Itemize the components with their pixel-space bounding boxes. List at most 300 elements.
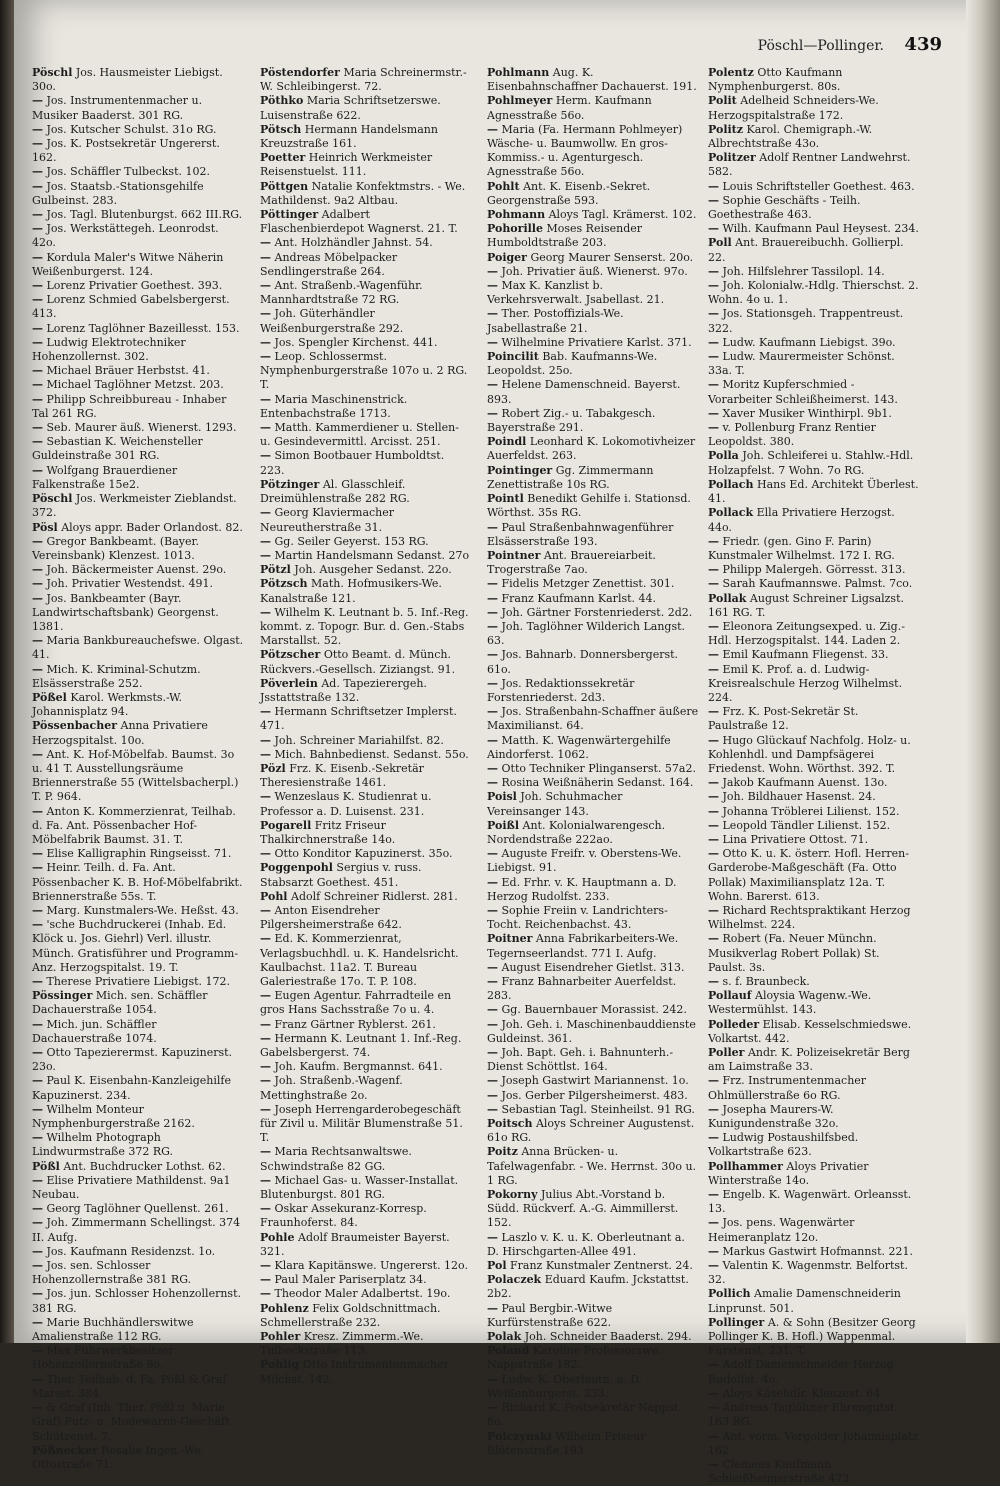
directory-entry bbox=[487, 1117, 699, 1145]
directory-entry bbox=[260, 94, 472, 122]
directory-entry bbox=[487, 1089, 699, 1103]
directory-entry bbox=[260, 748, 472, 762]
entry-surname: — bbox=[487, 1401, 498, 1415]
entry-details: Eugen Agentur. Fahrradteile en gros Hans Sachsstraße 7o u. 4. bbox=[260, 989, 452, 1017]
directory-entry bbox=[260, 307, 472, 335]
entry-details: Jos. pens. Wagenwärter Heimeranplatz 12o. bbox=[708, 1216, 855, 1244]
directory-entry bbox=[32, 464, 244, 492]
entry-details: Ant. vorm. Vergolder Johannisplatz 162. bbox=[708, 1429, 918, 1457]
entry-surname: — bbox=[32, 903, 43, 917]
directory-entry bbox=[260, 577, 472, 605]
directory-entry bbox=[260, 1302, 472, 1330]
directory-entry bbox=[708, 265, 920, 279]
directory-entry bbox=[260, 705, 472, 733]
column-1 bbox=[32, 66, 244, 1472]
directory-entry bbox=[708, 1160, 920, 1188]
directory-entry bbox=[487, 1231, 699, 1259]
entry-details: Maria (Fa. Hermann Pohlmeyer) Wäsche- u. Baumwollw. En gros-Kommiss.- u. Agenturgesch. Agnesstraße 56o. bbox=[487, 122, 683, 179]
entry-surname: Pötzl bbox=[260, 563, 291, 577]
entry-details: Joh. Ausgeher Sedanst. 22o. bbox=[294, 563, 452, 577]
entry-details: Anna Privatiere Herzogspitalst. 10o. bbox=[32, 719, 208, 747]
entry-surname: — bbox=[260, 548, 271, 562]
entry-surname: — bbox=[708, 648, 719, 662]
entry-details: Fritz Friseur Thalkirchnerstraße 14o. bbox=[260, 818, 396, 846]
directory-entry bbox=[708, 1074, 920, 1102]
entry-surname: — bbox=[260, 705, 271, 719]
directory-entry bbox=[32, 975, 244, 989]
entry-details: Jos. Werkmeister Zieblandst. 372. bbox=[32, 492, 237, 520]
entry-details: Jos. Staatsb.-Stationsgehilfe Gulbeinst. 283. bbox=[32, 179, 204, 207]
entry-details: Georg Maurer Senserst. 20o. bbox=[530, 250, 694, 264]
entry-details: Jos. Stationsgeh. Trappentreust. 322. bbox=[708, 307, 904, 335]
entry-surname: — bbox=[32, 634, 43, 648]
directory-entry bbox=[32, 66, 244, 94]
entry-surname: — bbox=[708, 804, 719, 818]
entry-details: Aloysia Wagenw.-We. Westermühlst. 143. bbox=[708, 989, 872, 1017]
directory-entry bbox=[32, 1131, 244, 1159]
entry-details: August Schreiner Ligsalzst. 161 RG. T. bbox=[708, 591, 904, 619]
entry-surname: — bbox=[708, 1102, 719, 1116]
entry-details: Ant. K. Eisenb.-Sekret. Georgenstraße 593. bbox=[487, 179, 651, 207]
entry-details: Mich. jun. Schäffler Dachauerstraße 1074. bbox=[32, 1017, 157, 1045]
entry-details: Joh. Schneider Baaderst. 294. bbox=[524, 1330, 692, 1344]
entry-details: Anton Eisendreher Pilgersheimerstraße 642. bbox=[260, 903, 402, 932]
directory-entry bbox=[260, 180, 472, 208]
directory-entry bbox=[32, 393, 244, 421]
directory-entry bbox=[260, 549, 472, 563]
directory-entry bbox=[487, 1074, 699, 1088]
entry-details: Ant. Holzhändler Jahnst. 54. bbox=[274, 236, 433, 250]
entry-details: s. f. Braunbeck. bbox=[722, 975, 810, 988]
entry-surname: Pollich bbox=[708, 1287, 751, 1301]
entry-details: Sarah Kaufmannswe. Palmst. 7co. bbox=[722, 577, 913, 591]
entry-details: Joh. Zimmermann Schellingst. 374 II. Aufg. bbox=[32, 1216, 241, 1244]
directory-entry bbox=[32, 1316, 244, 1344]
entry-details: Emil K. Prof. a. d. Ludwig-Kreisrealschule Herzog Wilhelmst. 224. bbox=[708, 662, 903, 704]
entry-surname: — bbox=[260, 350, 271, 364]
entry-surname: — bbox=[487, 406, 498, 420]
entry-surname: — bbox=[708, 1131, 719, 1145]
directory-entry bbox=[487, 1330, 699, 1344]
entry-surname: Pohlmann bbox=[487, 66, 550, 79]
column-2 bbox=[260, 66, 472, 1387]
directory-entry bbox=[32, 1401, 244, 1444]
directory-entry bbox=[708, 1216, 920, 1244]
entry-surname: Pollack bbox=[708, 506, 754, 520]
entry-surname: — bbox=[32, 222, 43, 236]
entry-details: Jos. Straßenbahn-Schaffner äußere Maximilianst. 64. bbox=[487, 705, 699, 733]
entry-details: Elise Kalligraphin Ringseisst. 71. bbox=[46, 847, 232, 861]
directory-entry bbox=[32, 1018, 244, 1046]
entry-details: Philipp Schreibbureau - Inhaber Tal 261 RG. bbox=[32, 392, 227, 420]
entry-details: Eduard Kaufm. Jckstattst. 2b2. bbox=[487, 1273, 689, 1301]
entry-details: Frz. Instrumentenmacher Ohlmüllerstraße 6o RG. bbox=[708, 1074, 867, 1102]
entry-surname: — bbox=[32, 975, 43, 988]
entry-details: Joh. Taglöhner Wilderich Langst. 63. bbox=[487, 619, 686, 648]
directory-entry bbox=[32, 222, 244, 250]
entry-surname: Poll bbox=[708, 236, 732, 250]
directory-entry bbox=[32, 918, 244, 975]
entry-surname: — bbox=[708, 1358, 719, 1372]
entry-details: Gg. Bauernbauer Morassist. 242. bbox=[501, 1003, 687, 1017]
entry-surname: — bbox=[708, 406, 719, 420]
entry-surname: Pösl bbox=[32, 520, 58, 534]
directory-entry bbox=[487, 307, 699, 335]
entry-surname: Pössinger bbox=[32, 989, 93, 1003]
entry-surname: Pöschl bbox=[32, 492, 73, 506]
entry-details: Franz Gärtner Ryblerst. 261. bbox=[274, 1017, 436, 1031]
entry-details: Joh. Privatier Westendst. 491. bbox=[46, 577, 213, 591]
directory-entry bbox=[260, 236, 472, 250]
entry-surname: — bbox=[708, 1188, 719, 1202]
entry-surname: Pohlenz bbox=[260, 1301, 309, 1315]
directory-entry bbox=[487, 279, 699, 307]
entry-surname: — bbox=[708, 1244, 719, 1258]
entry-surname: — bbox=[32, 364, 43, 378]
entry-surname: — bbox=[32, 1287, 43, 1301]
directory-entry bbox=[708, 975, 920, 989]
column-4 bbox=[708, 66, 920, 1486]
directory-entry bbox=[708, 350, 920, 378]
entry-details: Lorenz Taglöhner Bazeillesst. 153. bbox=[46, 321, 240, 335]
directory-entry bbox=[487, 66, 699, 94]
entry-surname: Pohlmeyer bbox=[487, 94, 553, 108]
entry-details: Ant. Straßenb.-Wagenführ. Mannhardtstraße 72 RG. bbox=[260, 279, 423, 307]
directory-entry bbox=[32, 1160, 244, 1174]
directory-entry bbox=[708, 1131, 920, 1159]
directory-entry bbox=[487, 94, 699, 122]
running-head: Pöschl—Pollinger. bbox=[757, 38, 884, 54]
directory-entry bbox=[487, 762, 699, 776]
entry-surname: Pöttgen bbox=[260, 179, 309, 193]
directory-entry bbox=[487, 492, 699, 520]
entry-details: Ed. K. Kommerzienrat, Verlagsbuchhdl. u. K. Handelsricht. Kaulbachst. 11a2. T. Bureau Galeriestraße 17o. T. P. 108. bbox=[260, 932, 459, 988]
entry-details: Jos. Hausmeister Liebigst. 30o. bbox=[32, 66, 223, 94]
entry-surname: — bbox=[32, 747, 43, 761]
entry-details: Wilhelm K. Leutnant b. 5. Inf.-Reg. kommt. z. Topogr. Bur. d. Gen.-Stabs Marstallst. 52. bbox=[260, 605, 469, 648]
entry-details: Lorenz Schmied Gabelsbergerst. 413. bbox=[32, 293, 230, 321]
entry-surname: — bbox=[708, 179, 719, 193]
entry-details: Adelheid Schneiders-We. Herzogspitalstraße 172. bbox=[708, 94, 879, 122]
entry-details: Paul K. Eisenbahn-Kanzleigehilfe Kapuzinerst. 234. bbox=[32, 1074, 232, 1102]
directory-entry bbox=[260, 123, 472, 151]
entry-surname: — bbox=[260, 1202, 271, 1216]
entry-details: Aug. K. Eisenbahnschaffner Dachauerst. 191. bbox=[487, 66, 697, 94]
directory-entry bbox=[708, 705, 920, 733]
entry-details: Anna Brücken- u. Tafelwagenfabr. - We. Herrnst. 30o u. 1 RG. bbox=[487, 1145, 697, 1187]
entry-details: Benedikt Gehilfe i. Stationsd. Wörthst. 35s RG. bbox=[487, 492, 691, 520]
directory-entry bbox=[708, 648, 920, 662]
entry-details: Karoline Professorswe. Nappstraße 182. bbox=[487, 1344, 662, 1372]
entry-surname: — bbox=[487, 307, 498, 321]
entry-surname: — bbox=[708, 222, 719, 236]
directory-entry bbox=[708, 1046, 920, 1074]
entry-details: Gregor Bankbeamt. (Bayer. Vereinsbank) Klenzest. 1013. bbox=[32, 534, 200, 562]
directory-entry bbox=[487, 1401, 699, 1429]
entry-details: Gg. Zimmermann Zenettistraße 10s RG. bbox=[487, 463, 654, 491]
directory-entry bbox=[487, 180, 699, 208]
directory-entry bbox=[487, 549, 699, 577]
entry-surname: — bbox=[708, 832, 719, 846]
directory-entry bbox=[708, 94, 920, 122]
entry-details: Hermann Schriftsetzer Implerst. 471. bbox=[260, 705, 457, 733]
entry-details: Jos. Bahnarb. Donnersbergerst. 61o. bbox=[487, 648, 679, 676]
entry-surname: Pol bbox=[487, 1259, 507, 1273]
directory-entry bbox=[260, 1287, 472, 1301]
entry-surname: — bbox=[708, 335, 719, 349]
entry-details: Paul Maler Pariserplatz 34. bbox=[274, 1273, 427, 1287]
entry-details: Ludw. Kaufmann Liebigst. 39o. bbox=[722, 335, 896, 349]
entry-details: Eleonora Zeitungsexped. u. Zig.-Hdl. Herzogspitalst. 144. Laden 2. bbox=[708, 619, 905, 648]
entry-details: Frz. K. Eisenb.-Sekretär Theresienstraße 1461. bbox=[260, 761, 424, 790]
directory-entry bbox=[260, 66, 472, 94]
directory-entry bbox=[32, 123, 244, 137]
entry-surname: — bbox=[708, 563, 719, 577]
entry-details: Otto Instrumentenmacher Milchst. 142. bbox=[260, 1358, 449, 1386]
directory-entry bbox=[32, 719, 244, 747]
entry-details: Ant. Brauereibuchh. Gollierpl. 22. bbox=[708, 236, 904, 264]
directory-entry bbox=[708, 734, 920, 777]
entry-details: Math. Hofmusikers-We. Kanalstraße 121. bbox=[260, 577, 442, 605]
entry-surname: — bbox=[32, 378, 43, 392]
entry-surname: — bbox=[708, 534, 719, 548]
directory-entry bbox=[32, 137, 244, 165]
entry-surname: Polak bbox=[487, 1330, 522, 1344]
entry-surname: — bbox=[708, 1074, 719, 1088]
entry-surname: — bbox=[32, 293, 43, 307]
entry-surname: — bbox=[487, 875, 498, 889]
directory-entry bbox=[487, 208, 699, 222]
entry-surname: Pössenbacher bbox=[32, 719, 118, 733]
directory-entry bbox=[487, 1145, 699, 1188]
entry-surname: — bbox=[32, 1344, 43, 1358]
entry-details: Anton K. Kommerzienrat, Teilhab. d. Fa. Ant. Pössenbacher Hof-Möbelfabrik Baumst. 31. T. bbox=[32, 804, 236, 846]
directory-entry bbox=[260, 1145, 472, 1173]
entry-details: Auguste Freifr. v. Oberstens-We. Liebigst. 91. bbox=[487, 847, 682, 875]
entry-details: Martin Handelsmann Sedanst. 27o bbox=[274, 548, 470, 562]
entry-surname: — bbox=[708, 1429, 719, 1443]
entry-details: Otto Kaufmann Nymphenburgerst. 80s. bbox=[708, 66, 843, 94]
entry-surname: — bbox=[708, 847, 719, 861]
entry-surname: — bbox=[32, 1173, 43, 1187]
directory-entry bbox=[487, 521, 699, 549]
entry-surname: — bbox=[708, 790, 719, 804]
directory-entry bbox=[260, 421, 472, 449]
entry-details: Marie Buchhändlerswitwe Amalienstraße 112 RG. bbox=[32, 1315, 194, 1344]
entry-surname: — bbox=[32, 1401, 43, 1415]
entry-details: Aloys Käsehdlr. Klenzest. 64. bbox=[722, 1386, 884, 1400]
entry-surname: — bbox=[487, 1301, 498, 1315]
directory-entry bbox=[260, 336, 472, 350]
entry-details: Simon Bootbauer Humboldtst. 223. bbox=[260, 449, 445, 477]
entry-surname: — bbox=[32, 918, 43, 932]
directory-entry bbox=[487, 677, 699, 705]
directory-entry bbox=[32, 378, 244, 392]
entry-surname: — bbox=[32, 1046, 43, 1060]
entry-surname: — bbox=[487, 591, 498, 605]
entry-details: Michael Bräuer Herbstst. 41. bbox=[46, 364, 210, 378]
entry-details: Maria Rechtsanwaltswe. Schwindstraße 82 GG. bbox=[260, 1145, 412, 1173]
entry-details: Frz. K. Post-Sekretär St. Paulstraße 12. bbox=[708, 705, 859, 733]
directory-entry bbox=[32, 1103, 244, 1131]
directory-entry bbox=[487, 776, 699, 790]
entry-details: Ludwig Postaushilfsbed. Volkartstraße 623. bbox=[708, 1131, 859, 1159]
directory-entry bbox=[260, 1103, 472, 1146]
directory-entry bbox=[487, 932, 699, 960]
entry-details: Wilhelm Photograph Lindwurmstraße 372 RG. bbox=[32, 1131, 174, 1159]
directory-entry bbox=[487, 1373, 699, 1401]
entry-surname: Pözl bbox=[260, 761, 286, 775]
entry-surname: — bbox=[708, 1386, 719, 1400]
entry-surname: Poiger bbox=[487, 250, 527, 264]
entry-surname: Pollauf bbox=[708, 989, 752, 1003]
entry-details: Jos. jun. Schlosser Hohenzollernst. 381 RG. bbox=[32, 1287, 241, 1315]
entry-surname: Pöstendorfer bbox=[260, 66, 340, 79]
entry-surname: — bbox=[708, 705, 719, 719]
directory-entry bbox=[708, 1387, 920, 1401]
directory-entry bbox=[708, 535, 920, 563]
directory-entry bbox=[487, 123, 699, 180]
directory-entry bbox=[260, 1202, 472, 1230]
directory-entry bbox=[487, 904, 699, 932]
directory-entry bbox=[708, 620, 920, 648]
directory-entry bbox=[260, 449, 472, 477]
directory-entry bbox=[32, 251, 244, 279]
entry-details: Ant. Brauereiarbeit. Trogerstraße 7ao. bbox=[487, 548, 656, 577]
directory-entry bbox=[487, 1302, 699, 1330]
entry-surname: Poetter bbox=[260, 151, 306, 165]
directory-entry bbox=[260, 762, 472, 790]
directory-entry bbox=[487, 1273, 699, 1301]
entry-surname: — bbox=[708, 818, 719, 832]
entry-details: Leop. Schlossermst. Nymphenburgerstraße 107o u. 2 RG. T. bbox=[260, 350, 468, 392]
directory-entry bbox=[487, 222, 699, 250]
entry-surname: — bbox=[708, 662, 719, 676]
entry-details: Michael Gas- u. Wasser-Installat. Blutenburgst. 801 RG. bbox=[260, 1173, 459, 1202]
entry-details: Ant. Kolonialwarengesch. Nordendstraße 222ao. bbox=[487, 818, 666, 846]
directory-entry bbox=[32, 563, 244, 577]
column-3 bbox=[487, 66, 699, 1458]
entry-surname: — bbox=[32, 94, 43, 108]
entry-details: Josepha Maurers-W. Kunigundenstraße 32o. bbox=[708, 1102, 839, 1131]
entry-surname: — bbox=[260, 534, 271, 548]
entry-details: Ant. K. Hof-Möbelfab. Baumst. 3o u. 41 T. Ausstellungsräume Briennerstraße 55 (Wittelsbacherpl.) T. P. 964. bbox=[32, 747, 239, 804]
entry-details: Max Fuhrwerkbesitzer Hohenzollernstraße 9o. bbox=[32, 1344, 174, 1372]
entry-surname: — bbox=[487, 335, 498, 349]
entry-surname: — bbox=[32, 463, 43, 477]
entry-surname: Pohle bbox=[260, 1230, 295, 1244]
entry-surname: Politz bbox=[708, 122, 743, 136]
entry-surname: — bbox=[260, 1031, 271, 1045]
entry-surname: — bbox=[32, 250, 43, 264]
entry-details: Michael Taglöhner Metzst. 203. bbox=[46, 378, 224, 392]
entry-surname: — bbox=[708, 264, 719, 278]
entry-details: Herm. Kaufmann Agnesstraße 56o. bbox=[487, 94, 652, 122]
entry-details: Karol. Chemigraph.-W. Albrechtstraße 43o. bbox=[708, 122, 873, 151]
entry-surname: — bbox=[32, 1216, 43, 1230]
entry-details: Joh. Bildhauer Hasenst. 24. bbox=[722, 790, 876, 804]
directory-entry bbox=[708, 1245, 920, 1259]
entry-surname: — bbox=[260, 790, 271, 804]
entry-details: Xaver Musiker Winthirpl. 9b1. bbox=[722, 406, 892, 420]
entry-surname: — bbox=[487, 1046, 498, 1060]
entry-surname: — bbox=[32, 335, 43, 349]
entry-details: Andreas Taglöhner Ehrengutst. 163 RG. bbox=[708, 1401, 898, 1429]
entry-surname: Poincilit bbox=[487, 350, 539, 364]
entry-surname: — bbox=[708, 421, 719, 435]
entry-details: Ad. Tapezierergeh. Jsstattstraße 132. bbox=[260, 676, 427, 704]
entry-details: Joh. Geh. i. Maschinenbauddienste Guldeinst. 361. bbox=[487, 1017, 696, 1045]
directory-entry bbox=[260, 1032, 472, 1060]
entry-details: Sophie Geschäfts - Teilh. Goethestraße 463. bbox=[708, 193, 861, 222]
directory-entry bbox=[708, 592, 920, 620]
entry-details: Ludwig Elektrotechniker Hohenzollernst. 302. bbox=[32, 335, 186, 364]
directory-entry bbox=[32, 165, 244, 179]
entry-details: Wilh. Kaufmann Paul Heysest. 234. bbox=[722, 222, 919, 236]
directory-entry bbox=[32, 1287, 244, 1315]
entry-surname: Pohl bbox=[260, 889, 288, 903]
page-number: 439 bbox=[904, 34, 942, 55]
entry-details: Heinr. Teilh. d. Fa. Ant. Pössenbacher K. B. Hof-Möbelfabrikt. Briennerstraße 55s. T. bbox=[32, 861, 243, 903]
entry-surname: — bbox=[32, 1074, 43, 1088]
entry-surname: Polentz bbox=[708, 66, 754, 79]
entry-surname: — bbox=[487, 619, 498, 633]
entry-details: Jos. Werkstättegeh. Leonrodst. 42o. bbox=[32, 222, 219, 250]
entry-surname: — bbox=[487, 1372, 498, 1386]
directory-entry bbox=[32, 435, 244, 463]
entry-surname: — bbox=[708, 733, 719, 747]
entry-details: Joh. Privatier äuß. Wienerst. 97o. bbox=[501, 264, 688, 278]
directory-entry bbox=[260, 208, 472, 236]
entry-details: Jos. K. Postsekretär Ungererst. 162. bbox=[32, 137, 220, 165]
entry-details: Wenzeslaus K. Studienrat u. Professor a. D. Luisenst. 231. bbox=[260, 790, 432, 818]
directory-entry bbox=[32, 1074, 244, 1102]
entry-surname: — bbox=[260, 250, 271, 264]
entry-details: Laszlo v. K. u. K. Oberleutnant a. D. Hirschgarten-Allee 491. bbox=[487, 1230, 685, 1258]
entry-surname: Polczynski bbox=[487, 1429, 552, 1443]
directory-entry bbox=[260, 1358, 472, 1386]
entry-surname: — bbox=[487, 1102, 498, 1116]
entry-surname: — bbox=[32, 165, 43, 179]
directory-entry bbox=[487, 1430, 699, 1458]
entry-surname: — bbox=[32, 861, 43, 875]
directory-entry bbox=[708, 1259, 920, 1287]
entry-surname: — bbox=[260, 989, 271, 1003]
entry-details: Ludw. K. Oberleutn. a. D. Weißenburgerst. 233. bbox=[487, 1372, 643, 1400]
entry-details: Andr. K. Polizeisekretär Berg am Laimstraße 33. bbox=[708, 1046, 910, 1074]
directory-entry bbox=[32, 748, 244, 805]
entry-details: Joh. Bäckermeister Auenst. 29o. bbox=[46, 563, 227, 577]
entry-details: Joh. Schleiferei u. Stahlw.-Hdl. Holzapfelst. 7 Wohn. 7o RG. bbox=[708, 449, 914, 477]
directory-entry bbox=[32, 180, 244, 208]
entry-details: Leonhard K. Lokomotivheizer Auerfeldst. 263. bbox=[487, 435, 696, 463]
entry-details: Wilhelm Friseur Blütenstraße 193. bbox=[487, 1429, 646, 1457]
entry-details: Maria Maschinenstrick. Entenbachstraße 1713. bbox=[260, 392, 408, 420]
directory-entry bbox=[708, 180, 920, 194]
entry-surname: — bbox=[32, 1102, 43, 1116]
directory-entry bbox=[708, 1188, 920, 1216]
directory-entry bbox=[487, 819, 699, 847]
entry-surname: Pointl bbox=[487, 492, 524, 506]
directory-entry bbox=[487, 734, 699, 762]
entry-details: Lina Privatiere Ottost. 71. bbox=[722, 832, 869, 846]
directory-entry bbox=[260, 890, 472, 904]
directory-entry bbox=[487, 961, 699, 975]
entry-details: Kresz. Zimmerm.-We. Tulbeckstraße 113. bbox=[260, 1330, 424, 1358]
directory-entry bbox=[487, 1046, 699, 1074]
directory-entry bbox=[260, 151, 472, 179]
entry-surname: Polleder bbox=[708, 1017, 760, 1031]
